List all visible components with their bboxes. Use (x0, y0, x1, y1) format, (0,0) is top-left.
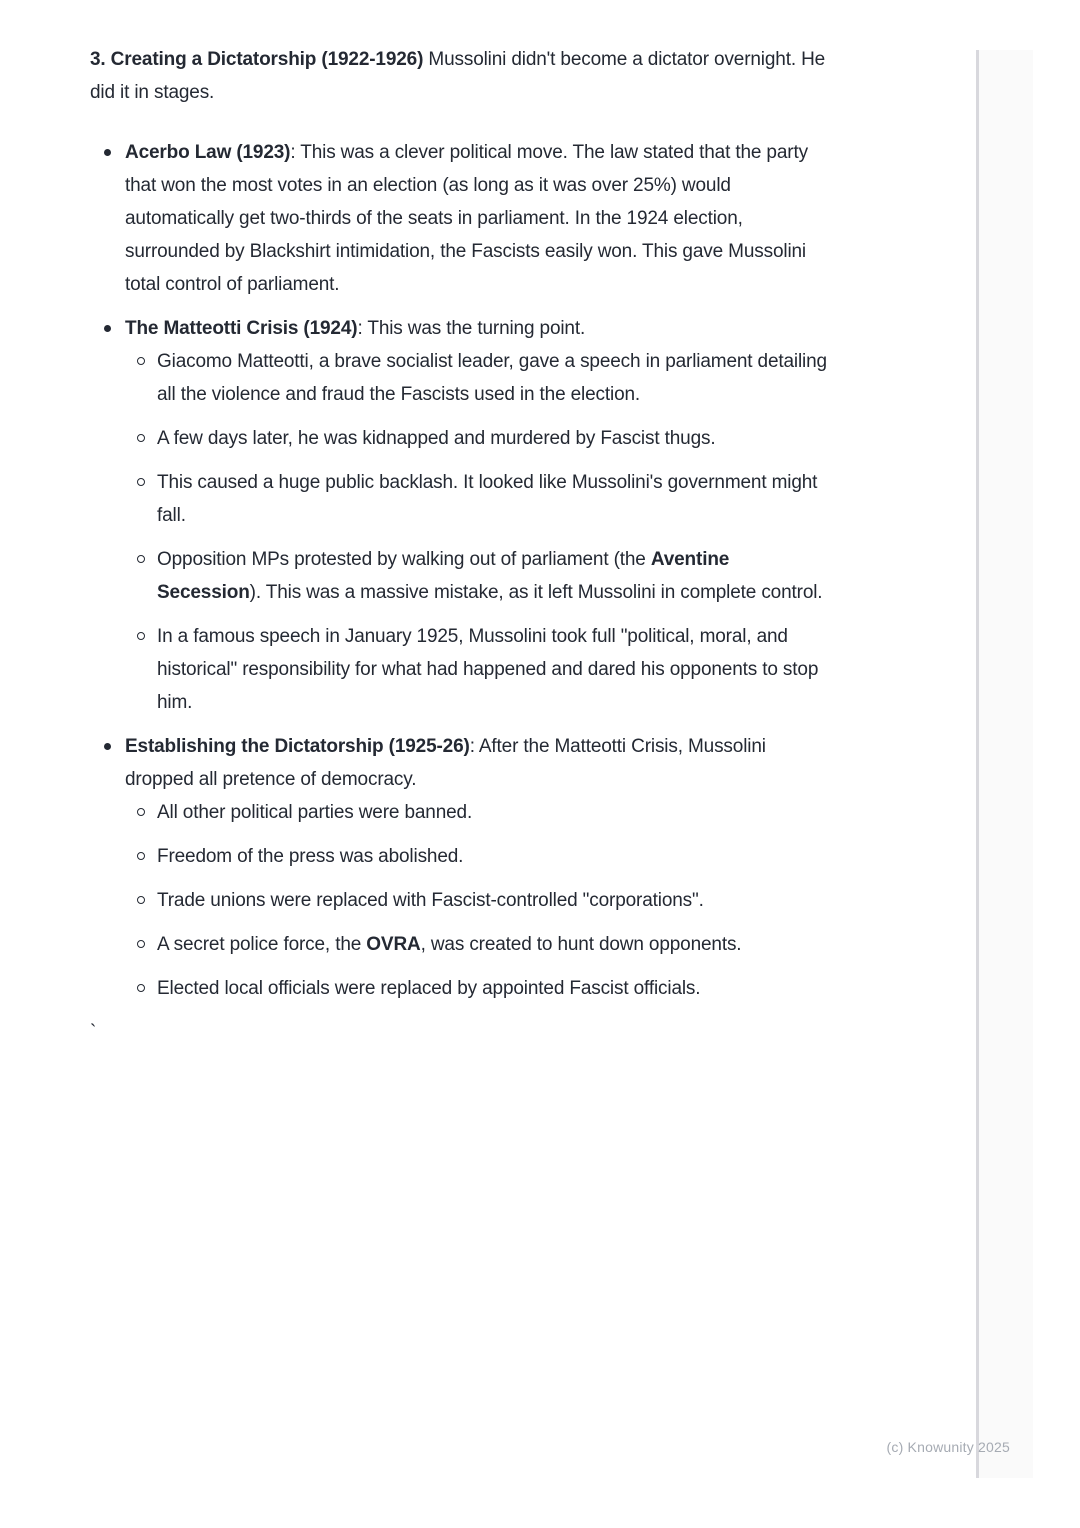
body-text: : After the Matteotti Crisis, Mussolini dropped all pretence of democracy. (125, 736, 766, 790)
body-text: Freedom of the press was abolished. (157, 846, 464, 867)
bold-term: The Matteotti Crisis (1924) (125, 318, 358, 339)
body-text: , was created to hunt down opponents. (420, 934, 742, 955)
body-text: A secret police force, the (157, 934, 367, 955)
next-page-edge[interactable] (976, 50, 1033, 1478)
body-text: : This was the turning point. (357, 318, 586, 339)
bullet-item (90, 136, 838, 301)
body-text: ). This was a massive mistake, as it left Mussolini in complete control. (249, 582, 823, 603)
sub-bullet-item (125, 620, 838, 719)
section-heading: 3. Creating a Dictatorship (1922-1926) (90, 49, 424, 70)
body-text: All other political parties were banned. (157, 802, 473, 823)
sub-bullet-item (125, 840, 838, 873)
sub-bullet-item (125, 928, 838, 961)
sub-bullet-item (125, 796, 838, 829)
body-text: A few days later, he was kidnapped and murdered by Fascist thugs. (157, 428, 716, 449)
sub-bullet-list (125, 345, 838, 719)
body-text: : This was a clever political move. The law stated that the party that won the most votes in an election (as long as it was over 25%) would automatically get two-thirds of the seats in parliament. In the 1924 election, surrounded by Blackshirt intimidation, the Fascists easily won. This gave Mussolini total control of parliament. (125, 142, 808, 295)
body-text: Opposition MPs protested by walking out of parliament (the (157, 549, 651, 570)
intro-paragraph (90, 43, 838, 109)
sub-bullet-list (125, 796, 838, 1005)
bullet-list (90, 136, 838, 1005)
bold-term: Acerbo Law (1923) (125, 142, 291, 163)
bold-term: Establishing the Dictatorship (1925-26) (125, 736, 470, 757)
sub-bullet-item (125, 884, 838, 917)
bullet-item (90, 312, 838, 719)
body-text: Trade unions were replaced with Fascist-controlled "corporations". (157, 890, 704, 911)
body-text: Elected local officials were replaced by appointed Fascist officials. (157, 978, 701, 999)
footer-copyright: (c) Knowunity 2025 (886, 1439, 1010, 1455)
bold-term: Aventine Secession (157, 549, 730, 603)
sub-bullet-item (125, 345, 838, 411)
bullet-item (90, 730, 838, 1005)
sub-bullet-item (125, 972, 838, 1005)
sub-bullet-item (125, 422, 838, 455)
document-content (90, 43, 838, 1049)
body-text: In a famous speech in January 1925, Mussolini took full "political, moral, and historical" responsibility for what had happened and dared his opponents to stop him. (157, 626, 819, 713)
intro-text: Mussolini didn't become a dictator overnight. He did it in stages. (90, 49, 826, 103)
body-text: This caused a huge public backlash. It looked like Mussolini's government might fall. (157, 472, 818, 526)
bold-term: OVRA (366, 934, 421, 955)
body-text: Giacomo Matteotti, a brave socialist leader, gave a speech in parliament detailing all the violence and fraud the Fascists used in the election. (157, 351, 827, 405)
sub-bullet-item (125, 543, 838, 609)
sub-bullet-item (125, 466, 838, 532)
stray-backtick: ` (90, 1022, 97, 1043)
